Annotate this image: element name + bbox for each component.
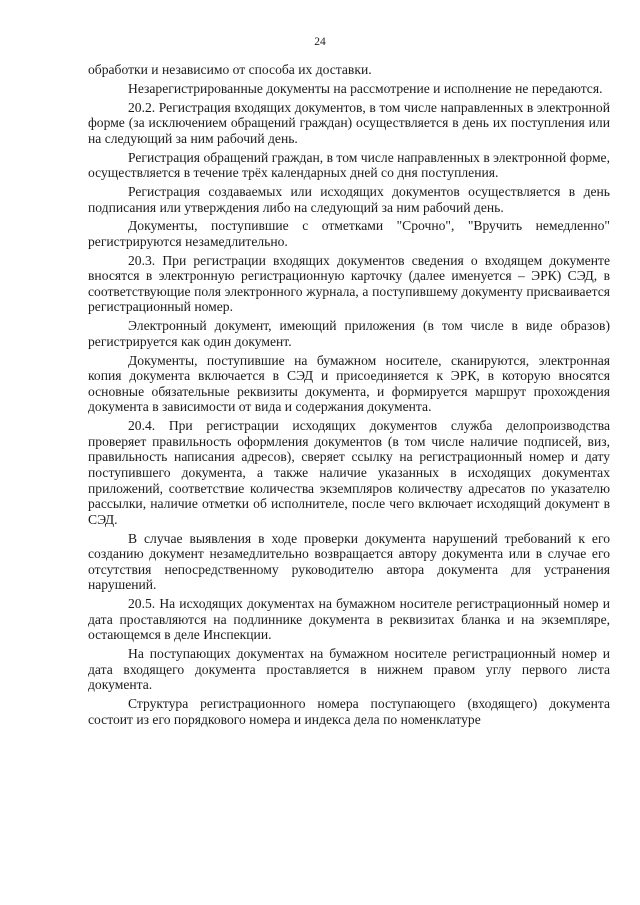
paragraph-continuation: обработки и независимо от способа их доставки. — [88, 62, 372, 77]
paragraph-number-structure: Структура регистрационного номера поступающего (входящего) документа состоит из его порядкового номера и индекса дела по номенклатуре — [88, 696, 610, 727]
paragraph-20-3: 20.3. При регистрации входящих документов сведения о входящем документе вносятся в электронную регистрационную карточку (далее именуется – ЭРК) СЭД, в соответствующие поля электронного журнала, а поступившему документу присваивается регистрационный номер. — [88, 252, 610, 315]
page-number: 24 — [314, 36, 326, 48]
paragraph-violations: В случае выявления в ходе проверки документа нарушений требований к его созданию документ незамедлительно возвращается автору документа или в случае его отсутствия непосредственному руководителю автора документа для устранения нарушений. — [88, 530, 610, 593]
paragraph-20-2: 20.2. Регистрация входящих документов, в том числе направленных в электронной форме (за исключением обращений граждан) осуществляется в день их поступления или на следующий за ним рабочий день. — [88, 99, 610, 146]
paragraph-20-4: 20.4. При регистрации исходящих документов служба делопроизводства проверяет правильность оформления документов (в том числе наличие подписей, виз, правильность написания адресов), сверяет ссылку на регистрационный номер и дату поступившего документа, а также наличие указанных в исходящих документах приложений, соответствие количества экземпляров количеству адресатов по указателю рассылки, наличие отметки об исполнителе, после чего включает исходящий документ в СЭД. — [88, 418, 610, 527]
paragraph-outgoing-registration: Регистрация создаваемых или исходящих документов осуществляется в день подписания или утверждения либо на следующий за ним рабочий день. — [88, 183, 610, 215]
paragraph-unregistered-documents: Незарегистрированные документы на рассмотрение и исполнение не передаются. — [128, 80, 603, 96]
paragraph-citizen-appeals: Регистрация обращений граждан, в том числе направленных в электронной форме, осуществляется в течение трёх календарных дней со дня поступления. — [88, 149, 610, 181]
paragraph-20-5: 20.5. На исходящих документах на бумажном носителе регистрационный номер и дата проставляются на подлиннике документа в реквизитах бланка и на экземпляре, остающемся в деле Инспекции. — [88, 596, 610, 643]
paragraph-paper-documents: Документы, поступившие на бумажном носителе, сканируются, электронная копия документа включается в СЭД и присоединяется к ЭРК, в которую вносятся основные обязательные реквизиты документа, и формируется маршрут прохождения документа в зависимости от вида и содержания документа. — [88, 352, 610, 415]
document-body — [88, 62, 610, 730]
paragraph-incoming-paper: На поступающих документах на бумажном носителе регистрационный номер и дата входящего документа проставляется в нижнем правом углу первого листа документа. — [88, 646, 610, 693]
paragraph-urgent-documents: Документы, поступившие с отметками "Срочно", "Вручить немедленно" регистрируются незамедлительно. — [88, 218, 610, 249]
paragraph-electronic-document: Электронный документ, имеющий приложения (в том числе в виде образов) регистрируется как один документ. — [88, 318, 610, 349]
